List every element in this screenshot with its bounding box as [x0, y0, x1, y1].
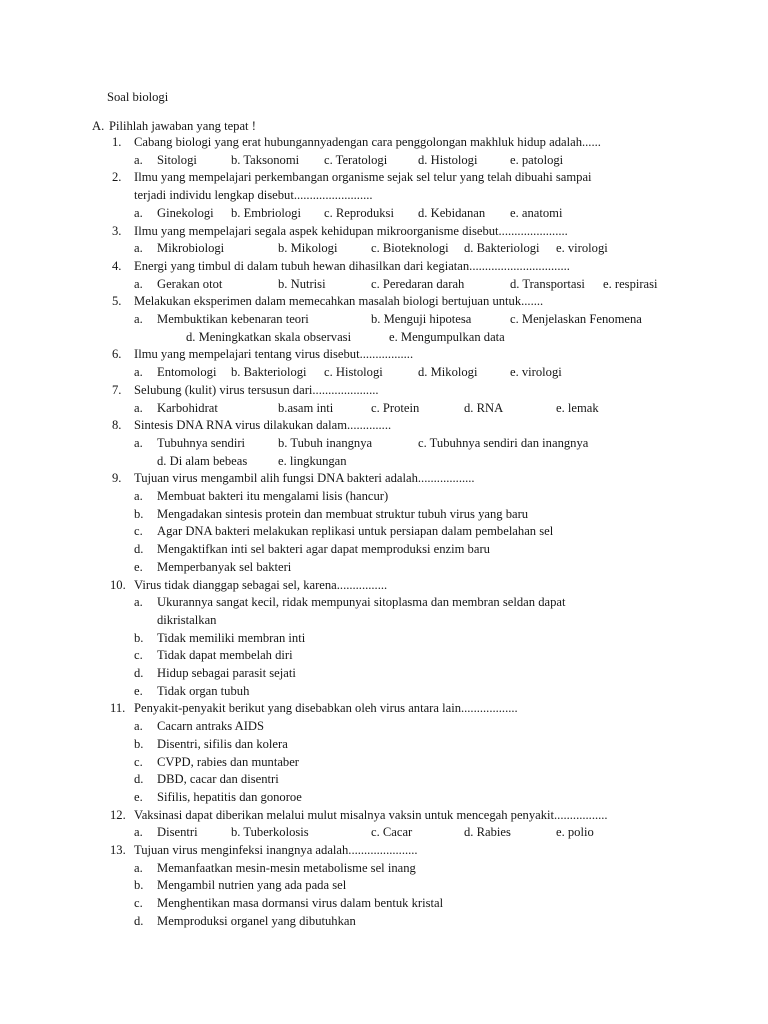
- option-letter: c.: [134, 524, 143, 538]
- doc-title: Soal biologi: [107, 90, 169, 104]
- answer-option: Disentri: [157, 825, 198, 839]
- answer-option: Mikrobiologi: [157, 241, 225, 255]
- question-number: 10.: [110, 578, 126, 592]
- question-number: 5.: [112, 294, 122, 308]
- answer-option: Sitologi: [157, 153, 197, 167]
- answer-option: c. Bioteknologi: [371, 241, 449, 255]
- answer-option: c. Menjelaskan Fenomena: [510, 312, 642, 326]
- option-letter: b.: [134, 507, 144, 521]
- answer-option: Menghentikan masa dormansi virus dalam bentuk kristal: [157, 896, 444, 910]
- option-letter: a.: [134, 241, 143, 255]
- answer-option: c. Cacar: [371, 825, 413, 839]
- section-label: A.: [92, 119, 105, 133]
- answer-option: Memanfaatkan mesin-mesin metabolisme sel inang: [157, 861, 416, 875]
- question-number: 6.: [112, 347, 122, 361]
- answer-option: e. lingkungan: [278, 454, 347, 468]
- answer-option: d. Meningkatkan skala observasi: [186, 330, 352, 344]
- answer-option: Membuktikan kebenaran teori: [157, 312, 309, 326]
- answer-option: Disentri, sifilis dan kolera: [157, 737, 288, 751]
- answer-option: e. virologi: [556, 241, 608, 255]
- answer-option: d. RNA: [464, 401, 504, 415]
- answer-option: b. Tuberkolosis: [231, 825, 309, 839]
- option-letter: a.: [134, 595, 143, 609]
- answer-option: e. polio: [556, 825, 594, 839]
- answer-option: e. lemak: [556, 401, 599, 415]
- option-letter: a.: [134, 206, 143, 220]
- answer-option: d. Mikologi: [418, 365, 478, 379]
- option-letter: a.: [134, 365, 143, 379]
- option-letter: a.: [134, 436, 143, 450]
- answer-option: d. Transportasi: [510, 277, 585, 291]
- option-letter: a.: [134, 312, 143, 326]
- answer-option: e. virologi: [510, 365, 562, 379]
- answer-option: b. Nutrisi: [278, 277, 326, 291]
- question-number: 8.: [112, 418, 122, 432]
- answer-option: b.asam inti: [278, 401, 334, 415]
- answer-option: b. Menguji hipotesa: [371, 312, 472, 326]
- option-letter: b.: [134, 631, 144, 645]
- option-letter: d.: [134, 772, 144, 786]
- option-letter: a.: [134, 861, 143, 875]
- answer-option: Ginekologi: [157, 206, 214, 220]
- option-letter: e.: [134, 684, 143, 698]
- answer-option: d. Rabies: [464, 825, 511, 839]
- option-letter: e.: [134, 790, 143, 804]
- answer-option: dikristalkan: [157, 613, 217, 627]
- question-text: Selubung (kulit) virus tersusun dari.....................: [134, 383, 379, 397]
- answer-option: e. Mengumpulkan data: [389, 330, 505, 344]
- question-text: Melakukan eksperimen dalam memecahkan masalah biologi bertujuan untuk.......: [134, 294, 544, 308]
- option-letter: a.: [134, 489, 143, 503]
- answer-option: Memperbanyak sel bakteri: [157, 560, 292, 574]
- answer-option: Sifilis, hepatitis dan gonoroe: [157, 790, 302, 804]
- answer-option: e. respirasi: [603, 277, 658, 291]
- option-letter: b.: [134, 737, 144, 751]
- answer-option: c. Histologi: [324, 365, 383, 379]
- answer-option: c. Teratologi: [324, 153, 388, 167]
- answer-option: e. patologi: [510, 153, 564, 167]
- question-number: 12.: [110, 808, 126, 822]
- question-text: terjadi individu lengkap disebut.........................: [134, 188, 373, 202]
- question-number: 7.: [112, 383, 122, 397]
- question-text: Ilmu yang mempelajari perkembangan organisme sejak sel telur yang telah dibuahi sampai: [134, 170, 592, 184]
- question-text: Vaksinasi dapat diberikan melalui mulut misalnya vaksin untuk mencegah penyakit.................: [134, 808, 608, 822]
- question-text: Tujuan virus menginfeksi inangnya adalah......................: [134, 843, 418, 857]
- question-text: Ilmu yang mempelajari tentang virus disebut.................: [134, 347, 414, 361]
- answer-option: b. Bakteriologi: [231, 365, 307, 379]
- answer-option: Tubuhnya sendiri: [157, 436, 246, 450]
- question-number: 2.: [112, 170, 122, 184]
- option-letter: c.: [134, 648, 143, 662]
- question-number: 3.: [112, 224, 122, 238]
- option-letter: a.: [134, 719, 143, 733]
- option-letter: d.: [134, 914, 144, 928]
- answer-option: Karbohidrat: [157, 401, 218, 415]
- answer-option: Agar DNA bakteri melakukan replikasi untuk persiapan dalam pembelahan sel: [157, 524, 554, 538]
- answer-option: Mengadakan sintesis protein dan membuat struktur tubuh virus yang baru: [157, 507, 529, 521]
- question-text: Virus tidak dianggap sebagai sel, karena................: [134, 578, 388, 592]
- answer-option: Ukurannya sangat kecil, ridak mempunyai sitoplasma dan membran seldan dapat: [157, 595, 566, 609]
- question-text: Sintesis DNA RNA virus dilakukan dalam..............: [134, 418, 392, 432]
- answer-option: Mengambil nutrien yang ada pada sel: [157, 878, 347, 892]
- answer-option: Gerakan otot: [157, 277, 223, 291]
- question-number: 9.: [112, 471, 122, 485]
- answer-option: d. Histologi: [418, 153, 478, 167]
- option-letter: c.: [134, 755, 143, 769]
- option-letter: a.: [134, 825, 143, 839]
- question-number: 11.: [110, 701, 126, 715]
- answer-option: b. Taksonomi: [231, 153, 300, 167]
- question-number: 4.: [112, 259, 122, 273]
- answer-option: Membuat bakteri itu mengalami lisis (hancur): [157, 489, 389, 503]
- option-letter: a.: [134, 277, 143, 291]
- option-letter: a.: [134, 401, 143, 415]
- answer-option: e. anatomi: [510, 206, 563, 220]
- answer-option: d. Bakteriologi: [464, 241, 540, 255]
- answer-option: Entomologi: [157, 365, 217, 379]
- answer-option: Tidak organ tubuh: [157, 684, 250, 698]
- answer-option: c. Protein: [371, 401, 420, 415]
- answer-option: b. Tubuh inangnya: [278, 436, 373, 450]
- option-letter: d.: [134, 542, 144, 556]
- answer-option: c. Peredaran darah: [371, 277, 465, 291]
- option-letter: a.: [134, 153, 143, 167]
- question-number: 1.: [112, 135, 122, 149]
- answer-option: Memproduksi organel yang dibutuhkan: [157, 914, 356, 928]
- question-text: Penyakit-penyakit berikut yang disebabkan oleh virus antara lain..................: [134, 701, 518, 715]
- answer-option: DBD, cacar dan disentri: [157, 772, 279, 786]
- option-letter: d.: [134, 666, 144, 680]
- answer-option: CVPD, rabies dan muntaber: [157, 755, 299, 769]
- answer-option: d. Di alam bebeas: [157, 454, 248, 468]
- answer-option: Hidup sebagai parasit sejati: [157, 666, 296, 680]
- answer-option: Tidak dapat membelah diri: [157, 648, 293, 662]
- question-text: Energi yang timbul di dalam tubuh hewan dihasilkan dari kegiatan................................: [134, 259, 570, 273]
- answer-option: d. Kebidanan: [418, 206, 486, 220]
- section-instruction: Pilihlah jawaban yang tepat !: [109, 119, 256, 133]
- answer-option: Mengaktifkan inti sel bakteri agar dapat memproduksi enzim baru: [157, 542, 490, 556]
- answer-option: b. Mikologi: [278, 241, 338, 255]
- answer-option: Tidak memiliki membran inti: [157, 631, 306, 645]
- question-text: Cabang biologi yang erat hubungannyadengan cara penggolongan makhluk hidup adalah......: [134, 135, 601, 149]
- question-number: 13.: [110, 843, 126, 857]
- answer-option: b. Embriologi: [231, 206, 301, 220]
- option-letter: b.: [134, 878, 144, 892]
- answer-option: c. Tubuhnya sendiri dan inangnya: [418, 436, 589, 450]
- question-text: Tujuan virus mengambil alih fungsi DNA bakteri adalah..................: [134, 471, 475, 485]
- answer-option: Cacarn antraks AIDS: [157, 719, 265, 733]
- answer-option: c. Reproduksi: [324, 206, 394, 220]
- option-letter: c.: [134, 896, 143, 910]
- option-letter: e.: [134, 560, 143, 574]
- question-text: Ilmu yang mempelajari segala aspek kehidupan mikroorganisme disebut......................: [134, 224, 568, 238]
